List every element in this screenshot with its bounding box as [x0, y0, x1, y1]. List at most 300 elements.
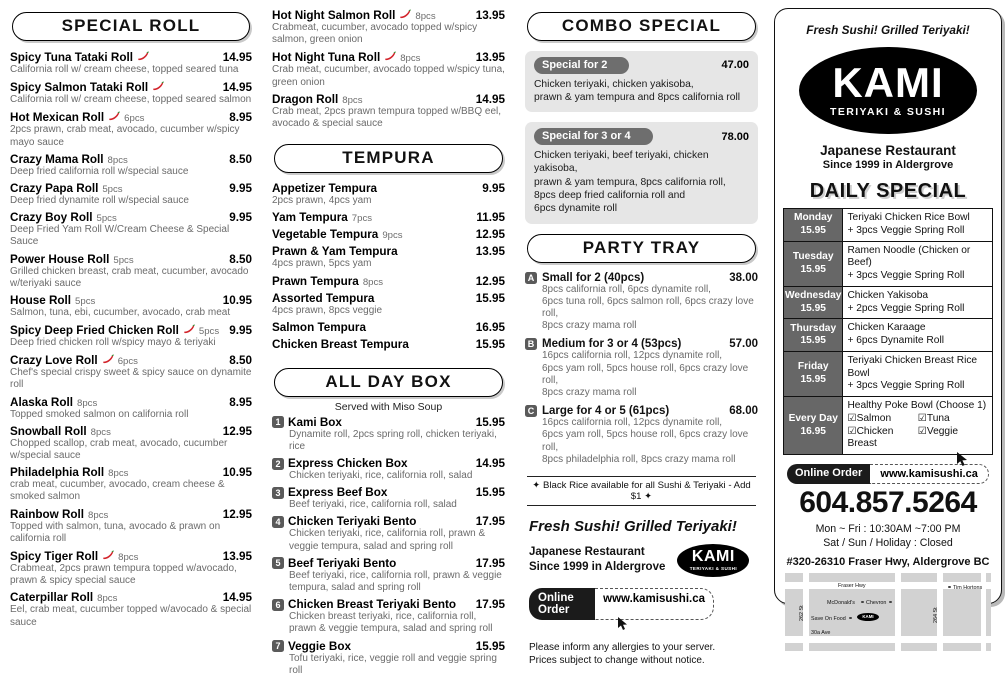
menu-item[interactable] [10, 110, 252, 148]
item-title-row [10, 110, 252, 124]
item-price: 14.95 [222, 591, 252, 605]
promo-identity-row [529, 544, 754, 577]
daily-special-title: DAILY SPECIAL [809, 180, 967, 202]
item-title-row [272, 598, 505, 611]
item-number-badge: 2 [272, 458, 284, 470]
notice-rule-bottom [527, 505, 756, 506]
map-label-chevron: Chevron [866, 599, 887, 606]
menu-item[interactable] [10, 80, 252, 106]
party-tray-list [525, 272, 758, 466]
item-title-row [10, 323, 252, 337]
combo-card[interactable] [525, 51, 758, 112]
item-title-row [272, 321, 505, 334]
menu-item[interactable] [10, 549, 252, 587]
menu-item[interactable] [10, 466, 252, 503]
daily-special-row [784, 319, 993, 352]
section-header-party-tray [527, 234, 756, 263]
combo-card[interactable] [525, 122, 758, 223]
item-price: 17.95 [475, 556, 505, 570]
section-title: PARTY TRAY [582, 237, 701, 257]
item-title-row [272, 182, 505, 195]
item-price: 15.95 [475, 291, 505, 305]
item-name: Beef Teriyaki Bento [288, 556, 397, 570]
item-price: 14.95 [475, 457, 505, 471]
item-price: 8.50 [229, 354, 252, 368]
item-price: 10.95 [222, 293, 252, 307]
menu-item[interactable] [272, 228, 505, 241]
item-description: Topped with salmon, tuna, avocado & prawn on california roll [10, 520, 221, 544]
item-title-row [272, 338, 505, 351]
item-name: House Roll [10, 293, 72, 307]
item-description: Chicken breast teriyaki, rice, california roll, prawn & veggie tempura, salad and spring roll [289, 611, 493, 635]
daily-price: 15.95 [800, 263, 826, 275]
chili-pepper-icon [101, 353, 114, 364]
menu-item[interactable] [272, 416, 505, 453]
item-pieces: 9pcs [382, 230, 403, 242]
menu-item[interactable] [272, 245, 505, 270]
item-title-row [272, 486, 505, 499]
item-pieces: 8pcs [90, 426, 111, 438]
daily-day-cell: Friday 15.95 [784, 351, 843, 396]
hours-line-2: Sat / Sun / Holiday : Closed [823, 537, 953, 550]
combo-header-row [534, 57, 749, 74]
map-pin-kami: KAMI [857, 613, 879, 621]
item-title-row [10, 508, 252, 521]
chili-pepper-icon [107, 110, 120, 121]
phone-number[interactable]: 604.857.5264 [799, 486, 977, 519]
item-price: 9.95 [482, 182, 505, 196]
item-price: 14.95 [222, 81, 252, 95]
notice-text: ✦ Black Rice available for all Sushi & Teriyaki - Add $1 ✦ [532, 479, 751, 502]
daily-special-row [784, 209, 993, 242]
item-price: 13.95 [475, 51, 505, 65]
item-name: Spicy Tiger Roll [10, 549, 99, 563]
road-horizontal-south [785, 636, 991, 643]
item-description: Chopped scallop, crab meat, avocado, cucumber w/special sauce [10, 437, 228, 461]
item-price: 12.95 [222, 424, 252, 438]
item-description: 4pcs prawn, 5pcs yam [272, 258, 372, 270]
column-combo-party [515, 0, 768, 667]
item-title-row [10, 294, 252, 307]
menu-item[interactable] [10, 425, 252, 462]
tray-letter-badge: C [525, 405, 537, 417]
item-description: Crab meat, cucumber, avocado topped w/spicy tuna, green onion [272, 64, 505, 88]
daily-special-row-everyday [784, 397, 993, 455]
item-pieces: 8pcs [342, 94, 363, 106]
item-description: Deep fried california roll w/special sauce [10, 165, 189, 177]
item-price: 8.95 [229, 111, 252, 125]
special-roll-continued-list [272, 8, 505, 130]
online-order-bar[interactable] [529, 588, 714, 620]
item-name: Snowball Roll [10, 424, 87, 438]
item-name: Vegetable Tempura [272, 228, 379, 242]
chili-pepper-icon [136, 50, 149, 61]
map-label-save-on-food: Save On Food [811, 615, 846, 622]
item-title-row [272, 93, 505, 106]
item-name: Assorted Tempura [272, 291, 375, 305]
item-name: Caterpillar Roll [10, 591, 94, 605]
chili-pepper-icon [383, 50, 396, 61]
menu-item[interactable] [272, 93, 505, 130]
tray-name: Large for 4 or 5 (61pcs) [542, 405, 670, 418]
cursor-icon [956, 452, 971, 467]
item-pieces: 8pcs [108, 468, 129, 480]
menu-item[interactable] [10, 323, 252, 349]
item-title-row [10, 253, 252, 266]
promo-restaurant-text [529, 545, 665, 576]
item-title-row [272, 211, 505, 224]
map-label-tim-hortons: Tim Hortons [953, 584, 983, 591]
menu-item[interactable] [272, 292, 505, 317]
map-label-30a-ave: 30a Ave [811, 629, 831, 636]
item-name: Spicy Deep Fried Chicken Roll [10, 324, 179, 338]
item-description: Beef teriyaki, rice, california roll, salad [289, 499, 457, 511]
combo-price: 78.00 [721, 130, 749, 143]
item-description: Crabmeat, cucumber, avocado topped w/spicy salmon, green onion [272, 22, 478, 46]
item-name: Crazy Mama Roll [10, 152, 104, 166]
item-price: 8.50 [229, 252, 252, 266]
daily-special-table [783, 208, 993, 455]
item-title-row [272, 640, 505, 653]
daily-dish-cell: Chicken Karaage + 6pcs Dynamite Roll [843, 319, 993, 352]
item-description: Chicken teriyaki, rice, california roll, prawn & veggie tempura, salad and spring roll [289, 528, 486, 552]
menu-item[interactable] [272, 321, 505, 334]
party-tray-item[interactable] [525, 405, 758, 466]
item-name: Kami Box [288, 415, 342, 429]
tempura-list [272, 182, 505, 351]
item-name: Chicken Breast Teriyaki Bento [288, 598, 457, 612]
section-header-tempura [274, 144, 503, 173]
item-name: Express Beef Box [288, 486, 388, 500]
logo-main-text: KAMI [832, 59, 944, 107]
tray-letter-badge: A [525, 272, 537, 284]
party-tray-item[interactable] [525, 338, 758, 399]
item-title-row [272, 245, 505, 258]
black-rice-notice [527, 476, 756, 506]
item-name: Chicken Breast Tempura [272, 337, 409, 351]
chili-pepper-icon [151, 80, 164, 91]
item-description: Beef teriyaki, rice, california roll, prawn & veggie tempura, salad and spring roll [289, 569, 502, 593]
item-pieces: 5pcs [75, 295, 96, 307]
online-order-label: Online Order [529, 588, 595, 620]
menu-item[interactable] [272, 211, 505, 224]
daily-price: 15.95 [800, 224, 826, 236]
item-pieces: 6pcs [124, 113, 145, 125]
party-tray-item[interactable] [525, 272, 758, 333]
item-description: 2pcs prawn, 4pcs yam [272, 195, 372, 207]
menu-item[interactable] [272, 486, 505, 511]
daily-special-row [784, 241, 993, 286]
section-header-special-roll [12, 12, 250, 41]
promo-block [529, 518, 754, 668]
item-pieces: 8pcs [362, 276, 384, 288]
combo-special-list [525, 51, 758, 224]
menu-item[interactable] [272, 8, 505, 46]
combo-description: Chicken teriyaki, chicken yakisoba, prawn & yam tempura and 8pcs california roll [534, 78, 741, 103]
tray-price: 68.00 [729, 405, 758, 418]
item-description: Eel, crab meat, cucumber topped w/avocado & special sauce [10, 604, 252, 628]
section-header-all-day-box [274, 368, 503, 397]
map-dot-save-on-food [849, 617, 852, 620]
logo-sub-text: TERIYAKI & SUSHI [689, 566, 738, 572]
item-name: Rainbow Roll [10, 507, 85, 521]
item-pieces: 5pcs [198, 326, 220, 338]
menu-item[interactable] [10, 353, 252, 391]
item-name: Prawn & Yam Tempura [272, 245, 398, 259]
menu-item[interactable] [10, 211, 252, 248]
kami-logo-large [799, 47, 977, 134]
logo-main-text: KAMI [691, 548, 735, 566]
item-pieces: 8pcs [88, 509, 109, 521]
item-description: Dynamite roll, 2pcs spring roll, chicken teriyaki, rice [289, 428, 497, 452]
item-description: Deep fried dynamite roll w/special sauce [10, 194, 189, 206]
item-price: 15.95 [475, 415, 505, 429]
menu-item[interactable] [272, 338, 505, 351]
item-title-row [10, 211, 252, 224]
daily-dish-cell: Teriyaki Chicken Rice Bowl + 3pcs Veggie Spring Roll [843, 209, 993, 242]
section-title: TEMPURA [342, 148, 435, 168]
item-title-row [272, 515, 505, 528]
daily-day-cell: Monday 15.95 [784, 209, 843, 242]
daily-dish-cell: Ramen Noodle (Chicken or Beef) + 3pcs Veggie Spring Roll [843, 241, 993, 286]
online-order-url[interactable]: www.kamisushi.ca [870, 464, 989, 484]
item-title-row [10, 353, 252, 367]
menu-item[interactable] [10, 508, 252, 545]
section-title: COMBO SPECIAL [561, 16, 722, 35]
item-description: 4pcs prawn, 8pcs veggie [272, 304, 383, 316]
menu-item[interactable] [272, 182, 505, 207]
item-pieces: 8pcs [77, 397, 98, 409]
daily-special-row [784, 351, 993, 396]
address: #320-26310 Fraser Hwy, Aldergrove BC [786, 555, 990, 568]
item-number-badge: 5 [272, 557, 284, 569]
map-label-264-st: 264 St [933, 607, 939, 623]
promo-tagline: Fresh Sushi! Grilled Teriyaki! [529, 517, 737, 535]
chili-pepper-icon [398, 8, 411, 19]
poke-option[interactable]: ☑Tuna [917, 412, 950, 424]
menu-item[interactable] [10, 396, 252, 421]
right-panel [768, 0, 1008, 636]
poke-option[interactable]: ☑Chicken Breast [847, 425, 894, 450]
item-number-badge: 6 [272, 599, 284, 611]
daily-special-row [784, 286, 993, 319]
item-name: Hot Night Salmon Roll [272, 9, 396, 22]
item-price: 13.95 [475, 9, 505, 22]
menu-item[interactable] [272, 515, 505, 552]
item-description: Deep fried chicken roll w/spicy mayo & teriyaki [10, 337, 216, 349]
road-mid-vertical [895, 573, 901, 651]
item-name: Alaska Roll [10, 395, 74, 409]
daily-price: 15.95 [800, 302, 826, 314]
item-name: Crazy Papa Roll [10, 181, 99, 195]
poke-option[interactable]: ☑Veggie [917, 425, 959, 437]
menu-item[interactable] [272, 557, 505, 594]
tray-description: 8pcs california roll, 6pcs dynamite roll, 6pcs tuna roll, 6pcs salmon roll, 6pcs crazy love roll, 8pcs crazy mama roll [542, 283, 754, 332]
online-order-url[interactable]: www.kamisushi.ca [595, 588, 714, 620]
item-description: Chef's special crispy sweet & spicy sauce on dynamite roll [10, 367, 252, 391]
menu-item[interactable] [10, 294, 252, 319]
logo-sub-text: TERIYAKI & SUSHI [830, 105, 946, 118]
all-day-box-subtitle: Served with Miso Soup [334, 400, 443, 413]
tray-price: 38.00 [729, 271, 758, 284]
item-title-row [272, 292, 505, 305]
item-name: Philadelphia Roll [10, 466, 105, 480]
item-name: Spicy Tuna Tataki Roll [10, 51, 133, 64]
item-number-badge: 4 [272, 516, 284, 528]
daily-price: 15.95 [800, 335, 826, 346]
daily-price: 15.95 [800, 373, 826, 385]
column-special-roll [0, 0, 262, 628]
map-dot-tim-hortons [948, 586, 951, 589]
menu-item[interactable] [10, 253, 252, 290]
item-price: 9.95 [229, 211, 252, 225]
column-tempura-box [262, 0, 515, 676]
item-name: Dragon Roll [272, 92, 339, 106]
item-description: Crabmeat, 2pcs prawn tempura topped w/avocado, prawn & spicy special sauce [10, 562, 237, 587]
map-dot-mcdonalds [861, 601, 864, 604]
item-price: 12.95 [475, 274, 505, 288]
item-description: California roll w/ cream cheese, topped seared tuna [10, 64, 239, 75]
location-map [785, 573, 991, 651]
promo-restaurant: Japanese Restaurant [529, 545, 645, 558]
combo-label: Special for 3 or 4 [534, 128, 653, 145]
item-name: Appetizer Tempura [272, 182, 377, 196]
item-price: 13.95 [222, 549, 252, 563]
item-name: Veggie Box [288, 639, 352, 653]
item-name: Salmon Tempura [272, 320, 366, 334]
daily-day-cell: Every Day 16.95 [784, 397, 843, 455]
online-order-label: Online Order [787, 464, 870, 484]
tray-name: Medium for 3 or 4 (53pcs) [542, 338, 682, 351]
daily-day-cell: Tuesday 15.95 [784, 241, 843, 286]
item-name: Crazy Love Roll [10, 354, 98, 368]
item-pieces: 8pcs [97, 593, 118, 605]
item-price: 17.95 [475, 598, 505, 612]
item-price: 15.95 [475, 337, 505, 351]
daily-dish-cell: Chicken Yakisoba + 2pcs Veggie Spring Roll [843, 286, 993, 319]
chili-pepper-icon [101, 549, 114, 560]
daily-day-cell: Wednesday 15.95 [784, 286, 843, 319]
item-name: Yam Tempura [272, 211, 348, 225]
menu-item[interactable] [272, 640, 505, 677]
item-name: Prawn Tempura [272, 274, 359, 288]
item-title-row [272, 457, 505, 470]
right-online-order-bar[interactable] [787, 464, 989, 484]
right-restaurant: Japanese Restaurant [820, 143, 956, 158]
tray-title-row [525, 338, 758, 350]
cursor-icon [617, 617, 631, 631]
item-price: 15.95 [475, 639, 505, 653]
item-title-row [272, 228, 505, 241]
daily-dish-cell: Teriyaki Chicken Breast Rice Bowl + 3pcs Veggie Spring Roll [843, 351, 993, 396]
item-title-row [10, 80, 252, 94]
item-description: Topped smoked salmon on california roll [10, 408, 189, 420]
item-pieces: 7pcs [351, 213, 373, 225]
item-number-badge: 1 [272, 416, 284, 428]
daily-dish-cell: Healthy Poke Bowl (Choose 1) ☑Salmon ☑Tuna ☑Chicken Breast ☑Veggie [843, 397, 993, 455]
menu-item[interactable] [10, 182, 252, 207]
item-title-row [272, 50, 505, 64]
item-pieces: 5pcs [102, 183, 123, 195]
item-number-badge: 3 [272, 487, 284, 499]
item-price: 13.95 [475, 245, 505, 259]
tray-price: 57.00 [729, 338, 758, 351]
item-price: 12.95 [222, 507, 252, 521]
menu-item[interactable] [10, 50, 252, 76]
item-title-row [10, 466, 252, 479]
item-title-row [272, 8, 505, 22]
section-title: ALL DAY BOX [325, 371, 452, 391]
kami-logo-small [677, 544, 749, 577]
tray-description: 16pcs california roll, 12pcs dynamite roll, 6pcs yam roll, 5pcs house roll, 6pcs crazy love roll, 8pcs philadelphia roll, 8pcs crazy mama roll [542, 417, 749, 465]
poke-option[interactable]: ☑Salmon [847, 412, 892, 424]
item-title-row [272, 416, 505, 429]
item-title-row [272, 275, 505, 288]
item-price: 15.95 [475, 486, 505, 500]
menu-item[interactable] [272, 275, 505, 288]
item-title-row [10, 50, 252, 64]
item-price: 14.95 [222, 51, 252, 64]
menu-item[interactable] [10, 153, 252, 178]
right-since: Since 1999 in Aldergrove [822, 159, 954, 171]
special-roll-list [10, 50, 252, 629]
promo-since: Since 1999 in Aldergrove [529, 561, 666, 574]
item-price: 16.95 [475, 320, 505, 334]
item-title-row [10, 549, 252, 563]
item-name: Hot Mexican Roll [10, 111, 105, 125]
item-name: Power House Roll [10, 252, 110, 266]
fineprint-line-1: Please inform any allergies to your server. [529, 641, 716, 653]
daily-day-cell: Thursday 15.95 [784, 319, 843, 352]
item-title-row [10, 591, 252, 604]
fineprint-line-2: Prices subject to change without notice. [529, 655, 705, 667]
poke-bowl-options [847, 413, 988, 451]
menu-item[interactable] [272, 457, 505, 482]
tray-letter-badge: B [525, 338, 537, 350]
item-price: 8.95 [229, 395, 252, 409]
item-description: Deep Fried Yam Roll W/Cream Cheese & Special Sauce [10, 224, 230, 248]
daily-price: 16.95 [800, 425, 826, 437]
item-number-badge: 7 [272, 640, 284, 652]
item-name: Crazy Boy Roll [10, 211, 93, 225]
hours-line-1: Mon ~ Fri : 10:30AM ~7:00 PM [815, 523, 961, 535]
item-price: 17.95 [475, 515, 505, 529]
tray-description: 16pcs california roll, 12pcs dynamite roll, 6pcs yam roll, 5pcs house roll, 6pcs crazy love roll, 8pcs crazy mama roll [542, 350, 749, 398]
info-card [774, 8, 1002, 636]
item-title-row [10, 396, 252, 409]
item-price: 10.95 [222, 466, 252, 480]
item-price: 8.50 [229, 152, 252, 166]
item-description: crab meat, cucumber, avocado, cream cheese & smoked salmon [10, 479, 225, 503]
item-description: Salmon, tuna, ebi, cucumber, avocado, crab meat [10, 306, 231, 318]
tray-name: Small for 2 (40pcs) [542, 271, 645, 284]
menu-item[interactable] [272, 50, 505, 88]
chili-pepper-icon [182, 323, 195, 334]
menu-item[interactable] [272, 598, 505, 635]
item-description: Chicken teriyaki, rice, california roll, salad [289, 470, 473, 482]
item-description: Grilled chicken breast, crab meat, cucumber, avocado w/teriyaki sauce [10, 265, 249, 289]
menu-item[interactable] [10, 591, 252, 628]
item-pieces: 8pcs [415, 11, 436, 22]
item-pieces: 8pcs [107, 154, 128, 166]
item-pieces: 5pcs [113, 254, 134, 266]
combo-description: Chicken teriyaki, beef teriyaki, chicken yakisoba, prawn & yam tempura, 8pcs california roll, 8pcs deep fried california roll and 6pcs dynamite roll [534, 149, 726, 215]
item-price: 14.95 [475, 92, 505, 106]
tray-title-row [525, 405, 758, 417]
map-dot-chevron [889, 601, 892, 604]
tray-title-row [525, 272, 758, 284]
fineprint [529, 641, 754, 668]
